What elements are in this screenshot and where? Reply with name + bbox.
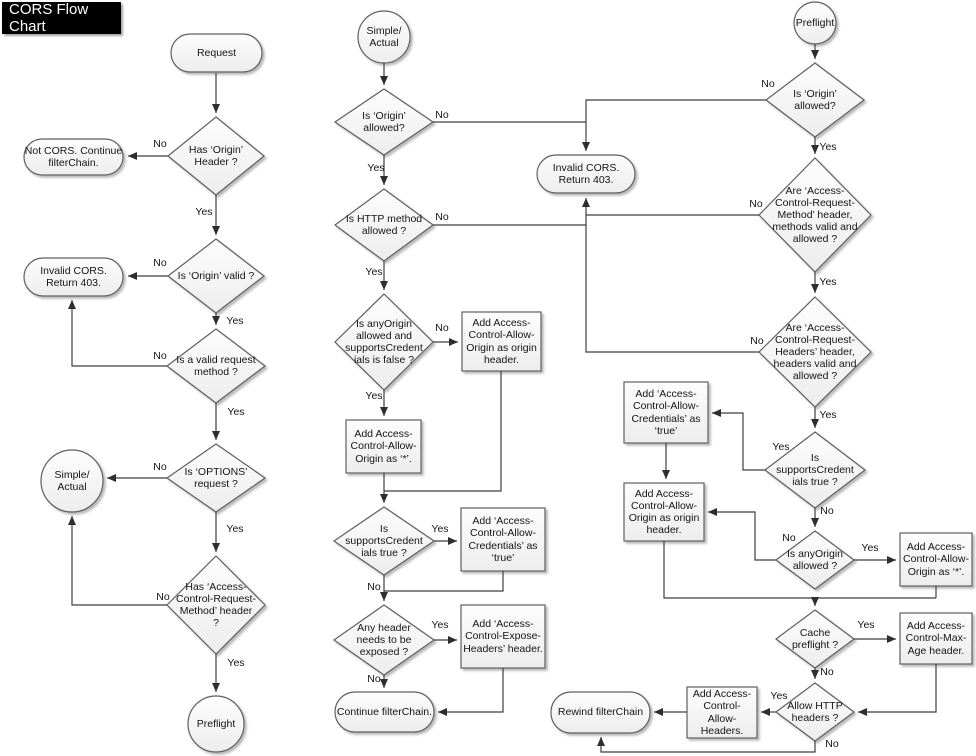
edge-label-no: No: [435, 322, 449, 334]
edge-label-no: No: [367, 581, 381, 593]
edge-label-yes: Yes: [431, 523, 449, 535]
node-is-supports-cred-3: Is supportsCredent ials true ?: [776, 451, 854, 489]
shape-is-origin-allowed-2: [335, 89, 433, 155]
edge-label-no: No: [750, 335, 764, 347]
node-rewind-filterchain: Rewind filterChain: [557, 706, 644, 719]
edge-label-yes: Yes: [226, 315, 244, 327]
shape-is-anyorigin-allowed-3: [776, 531, 854, 589]
node-add-acao-origin-3: Add Access- Control-Allow- Origin as origin header.: [628, 487, 700, 537]
edge-label-yes: Yes: [227, 406, 245, 418]
shape-add-ac-allow-headers: [687, 687, 757, 738]
edge-label-no: No: [153, 257, 167, 269]
edge-label-yes: Yes: [770, 690, 788, 702]
edge-label-no: No: [153, 350, 167, 362]
node-is-origin-allowed-2: Is ‘Origin’ allowed?: [362, 109, 406, 134]
node-request: Request: [196, 46, 237, 59]
edge-label-no: No: [153, 138, 167, 150]
shape-is-supports-cred-3: [765, 432, 865, 508]
shape-has-acr-method-header: [167, 556, 265, 654]
edge-label-yes: Yes: [819, 141, 837, 153]
edge-label-yes: Yes: [857, 619, 875, 631]
shape-add-ac-expose-headers: [461, 605, 545, 668]
node-has-acr-method-header: Has ‘Access- Control-Request- Method’ header ?: [176, 580, 256, 630]
edge-label-no: No: [825, 738, 839, 750]
edge-label-no: No: [761, 78, 775, 90]
shape-simple-actual-1: [41, 450, 103, 512]
edge-label-yes: Yes: [195, 206, 213, 218]
edge-label-yes: Yes: [367, 162, 385, 174]
shape-add-acao-origin-3: [624, 483, 704, 541]
shape-are-acr-headers-valid: [759, 297, 871, 407]
node-add-acao-star-2: Add Access- Control-Allow- Origin as ‘*’.: [350, 428, 417, 465]
node-preflight-1: Preflight: [196, 717, 236, 730]
edge-label-yes: Yes: [819, 409, 837, 421]
edge-label-yes: Yes: [819, 276, 837, 288]
node-is-anyorigin-and-cred-false: Is anyOrigin allowed and supportsCredent ials is false ?: [345, 317, 423, 367]
shape-add-acao-origin-2: [462, 312, 541, 371]
edge-label-yes: Yes: [365, 266, 383, 278]
shape-add-ac-max-age: [900, 613, 972, 664]
edge-label-yes: Yes: [772, 441, 790, 453]
node-invalid-cors-1: Invalid CORS. Return 403.: [40, 264, 107, 289]
node-continue-filterchain: Continue filterChain.: [336, 705, 433, 718]
edge-label-yes: Yes: [431, 619, 449, 631]
node-add-ac-expose-headers: Add ‘Access- Control-Expose- Headers’ header.: [463, 618, 543, 655]
shape-invalid-cors-2: [537, 155, 635, 193]
shape-is-anyorigin-and-cred-false: [335, 294, 433, 390]
node-any-header-exposed: Any header needs to be exposed ?: [356, 621, 412, 659]
node-is-http-method-allowed: Is HTTP method allowed ?: [345, 212, 423, 237]
node-simple-actual-1: Simple/ Actual: [54, 468, 90, 493]
shape-simple-actual-2: [358, 11, 410, 63]
node-is-anyorigin-allowed-3: Is anyOrigin allowed ?: [786, 547, 844, 572]
shape-allow-http-headers: [776, 683, 854, 741]
node-simple-actual-2: Simple/ Actual: [366, 24, 402, 49]
shape-is-options-request: [167, 444, 265, 512]
node-is-options-request: Is ‘OPTIONS’ request ?: [184, 465, 248, 490]
edge-label-yes: Yes: [861, 542, 879, 554]
shape-has-origin-header: [168, 117, 264, 195]
node-not-cors: Not CORS. Continue filterChain.: [24, 144, 123, 169]
node-are-acr-method-valid: Are ‘Access- Control-Request- Method’ header, methods valid and allowed ?: [772, 184, 858, 246]
shape-rewind-filterchain: [551, 692, 650, 733]
node-allow-http-headers: Allow HTTP headers ?: [787, 699, 843, 724]
shape-add-acac-true-3: [624, 382, 708, 443]
shape-is-valid-request-method: [167, 329, 265, 403]
node-add-ac-allow-headers: Add Access- Control- Allow- Headers.: [692, 688, 752, 737]
node-cache-preflight: Cache preflight ?: [791, 626, 839, 651]
node-add-acao-star-3: Add Access- Control-Allow- Origin as ‘*’.: [903, 541, 969, 578]
edge-label-no: No: [435, 109, 449, 121]
edge-label-no: No: [367, 673, 381, 685]
shape-request: [171, 34, 262, 72]
node-add-acao-origin-2: Add Access- Control-Allow- Origin as origin header.: [466, 317, 537, 366]
node-is-origin-valid: Is ‘Origin’ valid ?: [177, 269, 255, 282]
shape-not-cors: [24, 139, 123, 175]
node-is-valid-request-method: Is a valid request method ?: [176, 353, 256, 378]
node-are-acr-headers-valid: Are ‘Access- Control-Request- Headers’ header, headers valid and allowed ?: [773, 321, 857, 383]
node-preflight-3: Preflight: [795, 16, 835, 29]
shape-preflight-1: [188, 696, 244, 752]
shape-continue-filterchain: [335, 692, 434, 732]
edge-label-yes: Yes: [227, 657, 245, 669]
shape-invalid-cors-1: [24, 258, 123, 296]
shape-is-origin-valid: [168, 239, 264, 313]
shape-add-acao-star-2: [346, 420, 421, 473]
node-is-origin-allowed-3: Is ‘Origin’ allowed?: [793, 87, 837, 112]
edge-label-no: No: [782, 532, 796, 544]
shape-add-acao-star-3: [900, 533, 972, 586]
node-is-supports-cred-2: Is supportsCredent ials true ?: [345, 522, 423, 560]
shape-preflight-3: [794, 2, 836, 44]
edge-label-no: No: [153, 461, 167, 473]
shape-is-origin-allowed-3: [766, 63, 864, 137]
node-add-acac-true-3: Add ‘Access- Control-Allow- Credentials’ as ‘true’: [631, 388, 701, 437]
node-add-acac-true-2: Add ‘Access- Control-Allow- Credentials’ as ‘true’: [468, 515, 538, 564]
shape-cache-preflight: [776, 610, 854, 668]
node-invalid-cors-2: Invalid CORS. Return 403.: [552, 161, 620, 186]
page-title: CORS Flow Chart: [2, 2, 121, 34]
edge-label-no: No: [820, 666, 834, 678]
shape-is-supports-cred-2: [334, 507, 434, 575]
node-has-origin-header: Has ‘Origin’ Header ?: [188, 143, 244, 168]
edge-label-yes: Yes: [226, 523, 244, 535]
edge-label-no: No: [156, 591, 170, 603]
edge-label-no: No: [820, 505, 834, 517]
shape-are-acr-method-valid: [759, 158, 871, 272]
shape-is-http-method-allowed: [335, 189, 433, 261]
edge-label-yes: Yes: [365, 390, 383, 402]
edge-label-no: No: [749, 198, 763, 210]
edge-label-no: No: [435, 211, 449, 223]
node-add-ac-max-age: Add Access- Control-Max- Age header.: [905, 620, 967, 657]
shape-add-acac-true-2: [461, 508, 545, 571]
shape-any-header-exposed: [334, 605, 434, 675]
